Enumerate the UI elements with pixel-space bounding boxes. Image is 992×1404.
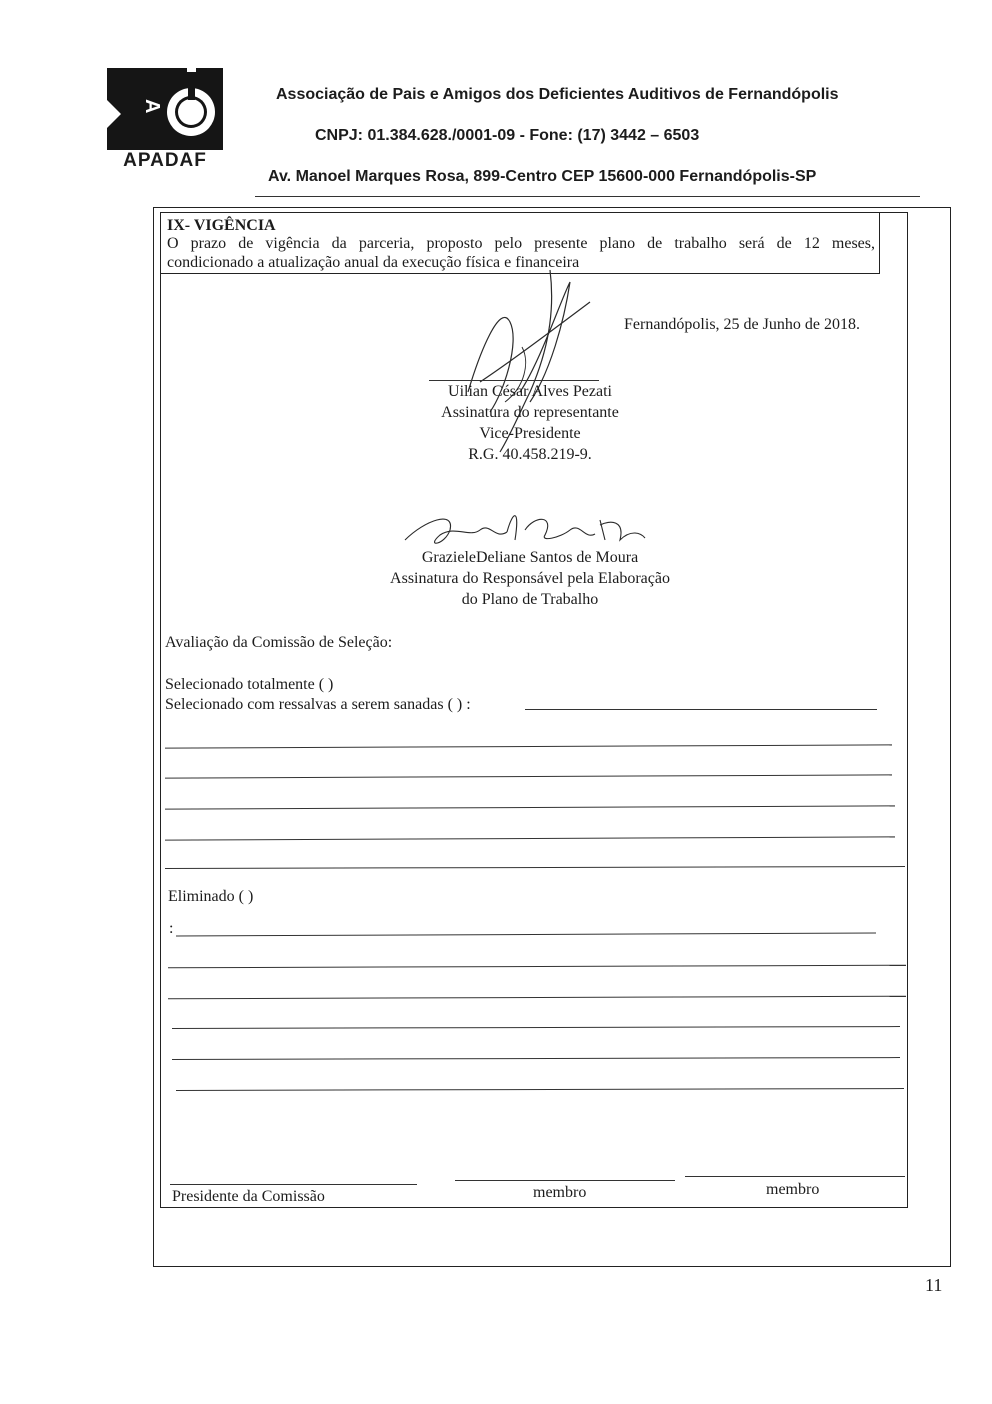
selected-reservations-option: Selecionado com ressalvas a serem sanadas ( ) : [165, 696, 471, 713]
header-divider [255, 196, 920, 197]
selected-total-option: Selecionado totalmente ( ) [165, 676, 334, 693]
logo-text: APADAF [123, 150, 207, 171]
address: Av. Manoel Marques Rosa, 899-Centro CEP 15600-000 Fernandópolis-SP [268, 168, 817, 185]
member2-signature-line [685, 1176, 905, 1177]
plan-author-role-line1: Assinatura do Responsável pela Elaboração [390, 570, 670, 587]
representative-block [380, 381, 680, 465]
cnpj-phone: CNPJ: 01.384.628./0001-09 - Fone: (17) 3442 – 6503 [315, 127, 700, 144]
vigencia-text-line1: O prazo de vigência da parceria, proposto pelo presente plano de trabalho será de 12 meses, [167, 235, 875, 252]
representative-name: Uilian César Alves Pezati [448, 383, 612, 400]
svg-text:A: A [141, 99, 163, 114]
president-label: Presidente da Comissão [172, 1188, 325, 1205]
vigencia-text-line2: condicionado a atualização anual da execução física e financeira [167, 254, 580, 271]
plan-author-name: GrazieleDeliane Santos de Moura [421, 549, 639, 566]
date-place: Fernandópolis, 25 de Junho de 2018. [624, 316, 860, 333]
representative-rg: R.G. 40.458.219-9. [468, 446, 592, 463]
organization-name: Associação de Pais e Amigos dos Deficientes Auditivos de Fernandópolis [276, 86, 839, 103]
plan-author-block [330, 547, 730, 610]
member2-label: membro [766, 1181, 820, 1198]
president-signature-line [170, 1184, 417, 1185]
eliminated-colon: : [169, 920, 174, 937]
representative-position: Vice-Presidente [479, 425, 581, 442]
blank-line [525, 709, 877, 710]
representative-role: Assinatura do representante [441, 404, 619, 421]
evaluation-title: Avaliação da Comissão de Seleção: [165, 634, 393, 651]
page-number: 11 [925, 1275, 943, 1295]
plan-author-role-line2: do Plano de Trabalho [461, 591, 599, 608]
member1-label: membro [533, 1184, 587, 1201]
eliminated-option: Eliminado ( ) [168, 888, 254, 905]
vigencia-title: IX- VIGÊNCIA [167, 217, 276, 234]
member1-signature-line [455, 1180, 675, 1181]
